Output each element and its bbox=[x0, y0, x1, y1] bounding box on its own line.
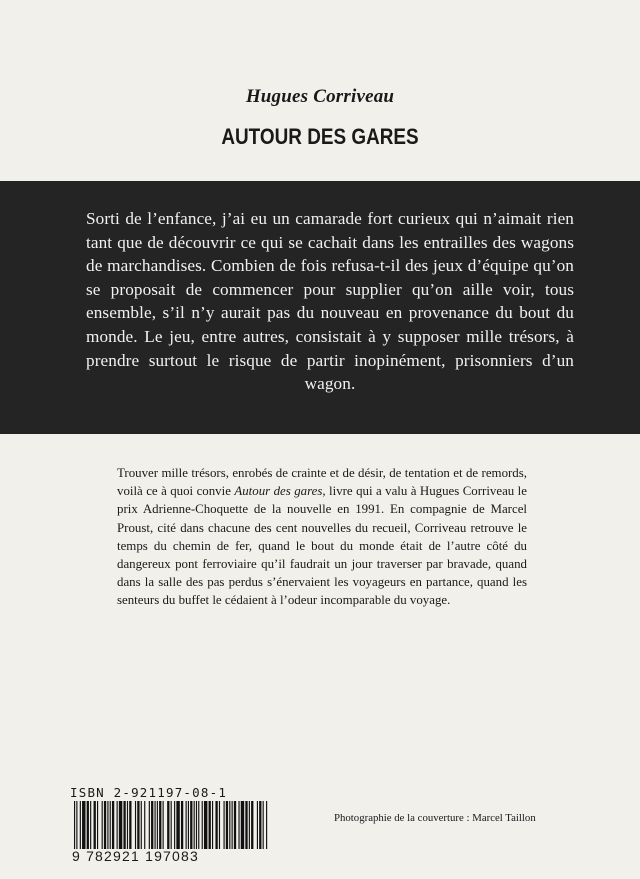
book-title: AUTOUR DES GARES bbox=[221, 124, 419, 149]
photo-credit: Photographie de la couverture : Marcel Taillon bbox=[334, 812, 536, 824]
excerpt-band bbox=[0, 181, 640, 434]
author-name: Hugues Corriveau bbox=[245, 86, 395, 107]
excerpt-text: Sorti de l’enfance, j’ai eu un camarade fort curieux qui n’aimait rien tant que de découvrir ce qui se cachait dans les entrailles des wagons de marchandises. Combien de fois refusa-t-il des jeux d’équipe qu’on se proposait de commencer pour supplier qu’on aille voir, tous ensemble, s’il n’y aurait pas du nouveau en provenance du bout du monde. Le jeu, entre autres, consistait à y supposer mille trésors, à prendre surtout le risque de partir inopinément, prisonniers d’un wagon. bbox=[86, 209, 574, 394]
book-description bbox=[117, 464, 527, 610]
barcode bbox=[72, 801, 272, 849]
description-book-title: Autour des gares bbox=[234, 484, 323, 499]
isbn-label: ISBN 2-921197-08-1 bbox=[70, 785, 228, 800]
description-part-1: Trouver mille trésors, enrobés de crainte et de désir, de tentation et de remords, voilà ce à quoi convie bbox=[117, 466, 527, 499]
barcode-number: 9 782921 197083 bbox=[72, 848, 199, 864]
description-part-2: , livre qui a valu à Hugues Corriveau le prix Adrienne-Choquette de la nouvelle en 1991. En compagnie de Marcel Proust, cité dans chacune des cent nouvelles du recueil, Corriveau retrouve le temps du chemin de fer, quand le bout du monde était de l’autre côté du dangereux pont ferroviaire qu’il faudrait un jour traverser par bravade, quand dans la salle des pas perdus s’énervaient les voyageurs en partance, quand les senteurs du buffet le cédaient à l’odeur incomparable du voyage. bbox=[117, 484, 527, 608]
